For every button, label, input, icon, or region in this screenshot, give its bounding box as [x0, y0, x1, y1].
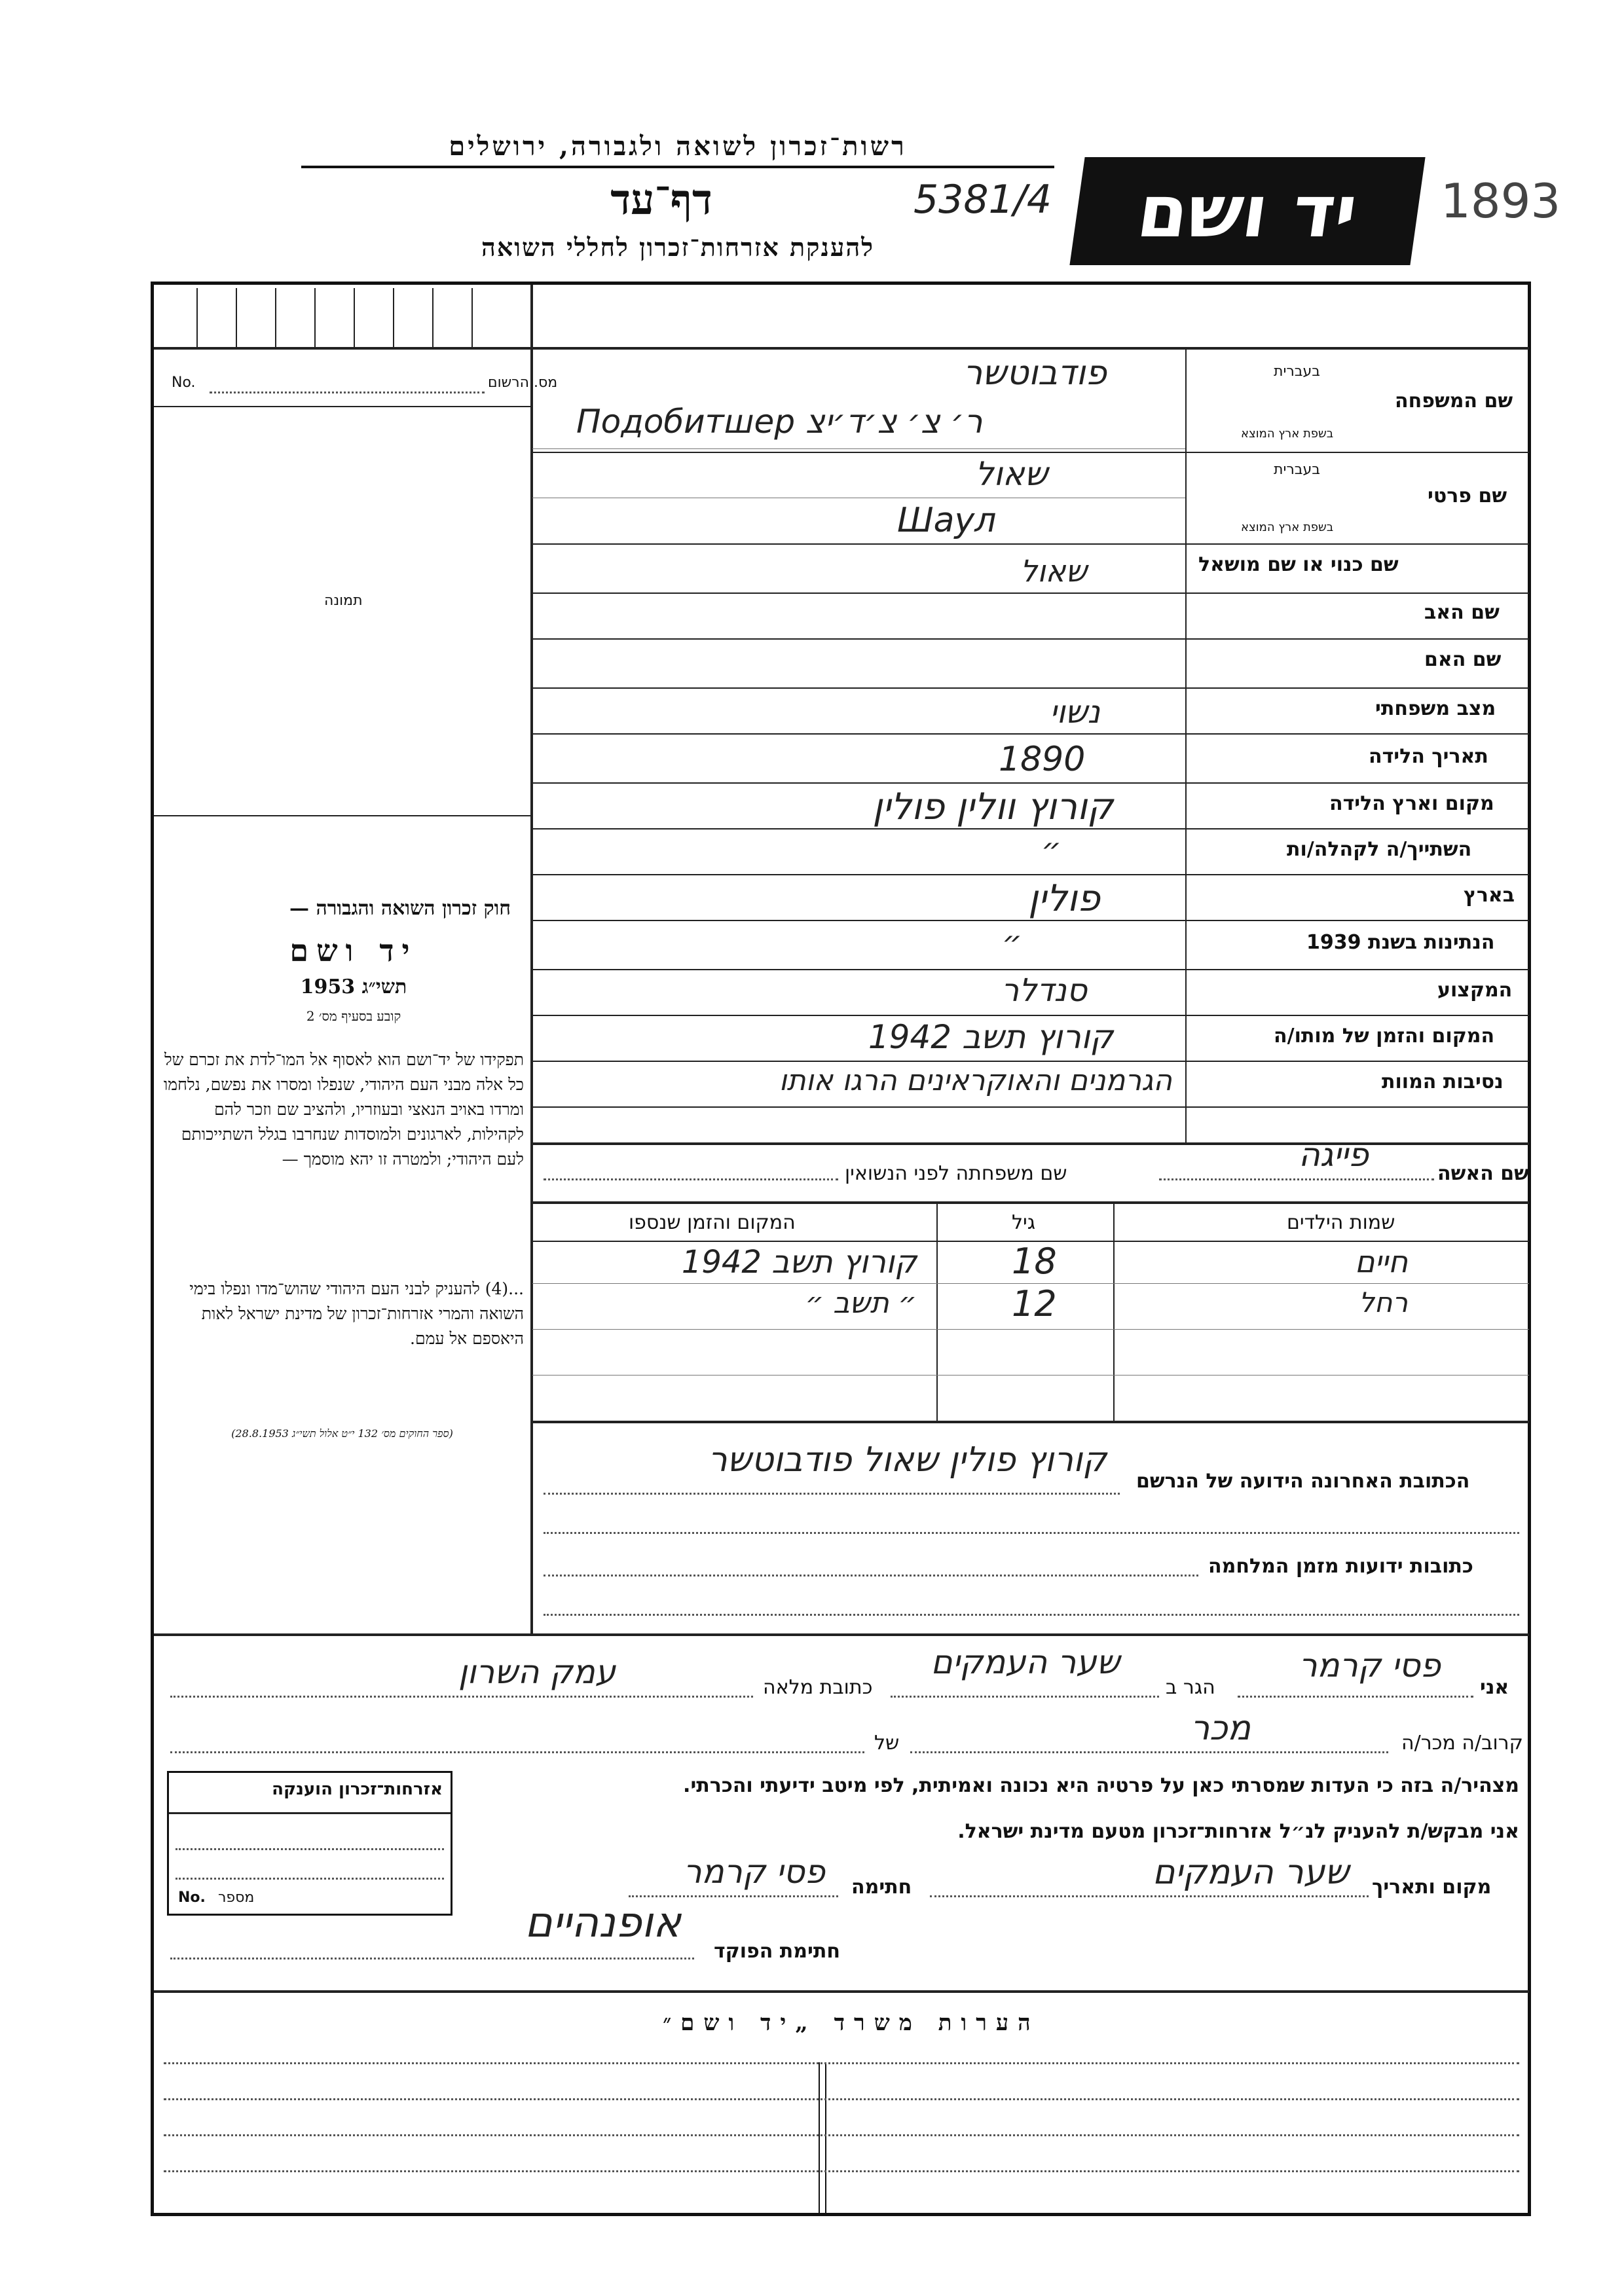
- wife-maiden-line: [544, 1178, 838, 1180]
- declarant-address-line: [170, 1696, 753, 1698]
- children-col-divider-1: [936, 1203, 938, 1423]
- address-extra-line: [544, 1532, 1519, 1534]
- country-label: בארץ: [1464, 884, 1515, 907]
- declarant-city-line: [891, 1696, 1159, 1698]
- wife-name-line: [1159, 1178, 1434, 1180]
- yad-vashem-logo: יד ושם: [1069, 157, 1425, 265]
- surname-origin-sublabel: בשפת ארץ המוצא: [1241, 427, 1334, 441]
- last-address-line: [544, 1493, 1120, 1495]
- birth-place-value[interactable]: קורוץ וולין פולין: [872, 786, 1113, 828]
- birth-place-label: מקום וארץ הלידה: [1329, 792, 1494, 815]
- registration-number-label: מס. הרשום: [488, 374, 558, 391]
- form-title: דף־עד: [610, 175, 712, 225]
- declarant-statement: מצהיר/ה בזה כי העדות שמסרתי כאן על פרטיה היא נכונה ואמיתית, לפי מיטב ידיעתי והכרתי.: [683, 1774, 1519, 1797]
- law-citation: (ספר החוקים מס׳ 132 י״ט אלול תשי״ג 28.8.1953): [231, 1427, 453, 1440]
- firstname-origin-sublabel: בשפת ארץ המוצא: [1241, 520, 1334, 534]
- death-circumstances-label: נסיבות המוות: [1382, 1070, 1504, 1093]
- authority-title: רשות־זכרון לשואה ולגבורה, ירושלים: [301, 131, 1054, 168]
- certificate-title: אזרחות־זכרון הוענקה: [272, 1779, 443, 1799]
- notes-line: [164, 2134, 1519, 2136]
- community-value[interactable]: ״: [1041, 831, 1061, 868]
- registration-no-label: No.: [172, 374, 196, 391]
- address-bottom-line: [154, 1633, 1529, 1636]
- citizenship-1939-label: הנתינות בשנת 1939: [1306, 931, 1495, 954]
- children-row-line: [532, 1375, 1529, 1376]
- last-address-label: הכתובת האחרונה הידועה של הנרשם: [1136, 1470, 1470, 1493]
- law-paragraph-2: ...(4) להעניק לבני העם היהודי שהוש־מדו ונפלו בימי השואה והמרי אזרחות־זכרון של מדינת ישראל לאות היאספם אל עמם.: [189, 1279, 524, 1348]
- row-line: [532, 828, 1529, 829]
- children-age-header: גיל: [1012, 1211, 1036, 1234]
- death-place-time-value[interactable]: קורוץ תשב 1942: [868, 1018, 1113, 1056]
- wartime-address-line-2: [544, 1614, 1519, 1616]
- notes-center-divider: [819, 2062, 826, 2213]
- photo-bottom-line: [154, 815, 532, 816]
- form-subtitle: להענקת אזרחות־זכרון לחללי השואה: [481, 232, 875, 262]
- surname-hebrew-value[interactable]: פודבוטשר: [963, 354, 1107, 393]
- row-line: [532, 920, 1529, 921]
- officer-signature-line: [170, 1958, 694, 1959]
- stamp-number: 1893: [1441, 173, 1561, 228]
- notes-title: הערות משרד „יד ושם״: [663, 2010, 1040, 2036]
- wife-bottom-line: [532, 1201, 1529, 1204]
- wartime-address-line: [544, 1575, 1198, 1576]
- birth-date-label: תאריך הלידה: [1369, 745, 1488, 768]
- law-section: קובע בסעיף מס׳ 2: [306, 1008, 401, 1024]
- notes-line: [164, 2098, 1519, 2100]
- photo-label: תמונה: [324, 592, 363, 609]
- left-column-divider: [530, 285, 533, 1633]
- surname-inner-line: [532, 448, 1185, 449]
- children-names-header: שמות הילדים: [1287, 1211, 1395, 1234]
- firstname-hebrew-sublabel: בעברית: [1274, 462, 1321, 478]
- child-age[interactable]: 18: [1012, 1241, 1057, 1282]
- notes-top-line: [154, 1990, 1529, 1993]
- declarant-of-line: [170, 1751, 864, 1753]
- surname-hebrew-sublabel: בעברית: [1274, 363, 1321, 380]
- child-name[interactable]: רחל: [1358, 1286, 1408, 1319]
- label-column-divider: [1185, 347, 1187, 1142]
- officer-signature[interactable]: אופנהיים: [525, 1899, 681, 1947]
- nickname-value[interactable]: שאול: [1020, 553, 1087, 589]
- officer-signature-label: חתימת הפוקד: [714, 1940, 840, 1963]
- surname-origin-value[interactable]: Подобитшер ר׳ צ׳ צ׳ד׳יצ: [576, 403, 983, 441]
- death-circumstances-value[interactable]: הגרמנים והאוקראינים הרגו אותו: [779, 1064, 1172, 1097]
- row-line: [532, 782, 1529, 784]
- registration-bottom-line: [154, 406, 532, 407]
- children-col-divider-2: [1113, 1203, 1115, 1423]
- child-death-place[interactable]: קורוץ תשב 1942: [681, 1244, 917, 1281]
- row-line: [532, 1015, 1529, 1016]
- child-death-place[interactable]: ״ תשב ״: [805, 1286, 917, 1320]
- certificate-no-label: No.: [178, 1889, 206, 1906]
- declarant-address-value[interactable]: עמק השרון: [458, 1653, 616, 1691]
- surname-label: שם המשפחה: [1395, 390, 1513, 412]
- children-place-header: המקום והזמן שנספו: [629, 1211, 796, 1234]
- marital-status-value[interactable]: נשוי: [1049, 694, 1100, 731]
- row-line: [532, 687, 1529, 689]
- file-number: 5381/4: [913, 177, 1052, 223]
- child-age[interactable]: 12: [1012, 1283, 1057, 1324]
- declarant-resides-label: הגר ב: [1166, 1676, 1215, 1699]
- country-value[interactable]: פולין: [1028, 877, 1100, 920]
- citizenship-1939-value[interactable]: ״: [1002, 924, 1022, 961]
- declarant-relative-label: קרוב/ה מכר/ה: [1401, 1732, 1523, 1755]
- place-date-value[interactable]: שער העמקים: [1152, 1853, 1349, 1892]
- row-line: [532, 733, 1529, 735]
- marital-status-label: מצב משפחתי: [1375, 697, 1496, 720]
- row-line: [532, 1106, 1529, 1108]
- law-title: חוק זכרון השואה והגבורה —: [289, 897, 511, 920]
- certificate-number-label: מספר: [218, 1889, 255, 1906]
- signature-line: [629, 1895, 838, 1897]
- children-row-line: [532, 1329, 1529, 1330]
- wife-name-value[interactable]: פייגה: [1299, 1136, 1369, 1174]
- community-label: השתייך/ה לקהלה/ות: [1287, 838, 1472, 861]
- registration-number-line: [210, 392, 485, 393]
- row-line: [532, 543, 1529, 545]
- wartime-address-label: כתובות ידועות מזמן המלחמה: [1208, 1555, 1473, 1578]
- declarant-relative-line: [910, 1751, 1388, 1753]
- declarant-name-value[interactable]: פסי קרמר: [1299, 1647, 1441, 1685]
- row-line: [532, 969, 1529, 970]
- top-row-line: [154, 347, 1529, 350]
- wife-maiden-label: שם משפחתה לפני הנשואין: [845, 1162, 1067, 1185]
- declarant-name-line: [1238, 1696, 1473, 1698]
- declarant-relative-value[interactable]: מכר: [1190, 1709, 1251, 1748]
- profession-label: המקצוע: [1437, 979, 1513, 1002]
- law-paragraph-1: תפקידו של יד־ושם הוא לאסוף אל המו־לדת את זכרם של כל אלה מבני העם היהודי, שנפלו ומסרו את נפשם, נלחמו ומרדו באויב הנאצי ובעוזריו, ולהציב שם וזכר להם לקהילות, לארגונים ולמוסדות שנחרבו בגלל השתייכותם לעם היהודי; ולמטרה זו יהא מוסמך —: [163, 1050, 524, 1169]
- death-place-time-label: המקום והזמן של מותו/ה: [1274, 1025, 1495, 1048]
- signature-label: חתימה: [851, 1876, 912, 1899]
- father-name-label: שם האב: [1424, 601, 1500, 624]
- row-line: [532, 874, 1529, 875]
- profession-value[interactable]: סנדלר: [1001, 972, 1087, 1009]
- place-date-label: מקום ותאריך: [1372, 1876, 1492, 1899]
- declarant-request: אני מבקש/ת להעניק לנ״ל אזרחות־זכרון מטעם מדינת ישראל.: [957, 1820, 1519, 1843]
- wife-name-label: שם האשה: [1437, 1162, 1529, 1185]
- mother-name-label: שם האם: [1424, 648, 1502, 671]
- row-line: [532, 592, 1529, 594]
- law-name: יד ושם: [289, 933, 418, 968]
- firstname-hebrew-value[interactable]: שאול: [975, 455, 1048, 493]
- row-line: [532, 452, 1529, 453]
- row-line: [532, 1061, 1529, 1062]
- notes-line: [164, 2062, 1519, 2064]
- firstname-label: שם פרטי: [1428, 484, 1507, 507]
- declarant-full-address-label: כתובת מלאה: [763, 1676, 873, 1699]
- certificate-box: [167, 1771, 452, 1916]
- child-name[interactable]: חיים: [1354, 1244, 1408, 1279]
- personal-section-bottom-line: [532, 1142, 1529, 1145]
- notes-line: [164, 2170, 1519, 2172]
- declarant-ani-label: אני: [1480, 1676, 1509, 1699]
- declarant-signature[interactable]: פסי קרמר: [683, 1853, 825, 1891]
- law-year: תשי״ג 1953: [300, 975, 407, 998]
- place-date-line: [930, 1895, 1369, 1897]
- nickname-label: שם כנוי או שם מושאל: [1198, 553, 1399, 576]
- declarant-city-value[interactable]: שער העמקים: [931, 1643, 1120, 1681]
- birth-date-value[interactable]: 1890: [999, 740, 1086, 779]
- row-line: [532, 638, 1529, 640]
- children-bottom-line: [532, 1421, 1529, 1423]
- registration-boxes: [157, 288, 524, 347]
- declarant-of-label: של: [874, 1732, 900, 1755]
- firstname-origin-value[interactable]: Шаул: [897, 501, 997, 540]
- last-address-value[interactable]: קורוץ פולין שאול פודבוטשר: [708, 1440, 1107, 1480]
